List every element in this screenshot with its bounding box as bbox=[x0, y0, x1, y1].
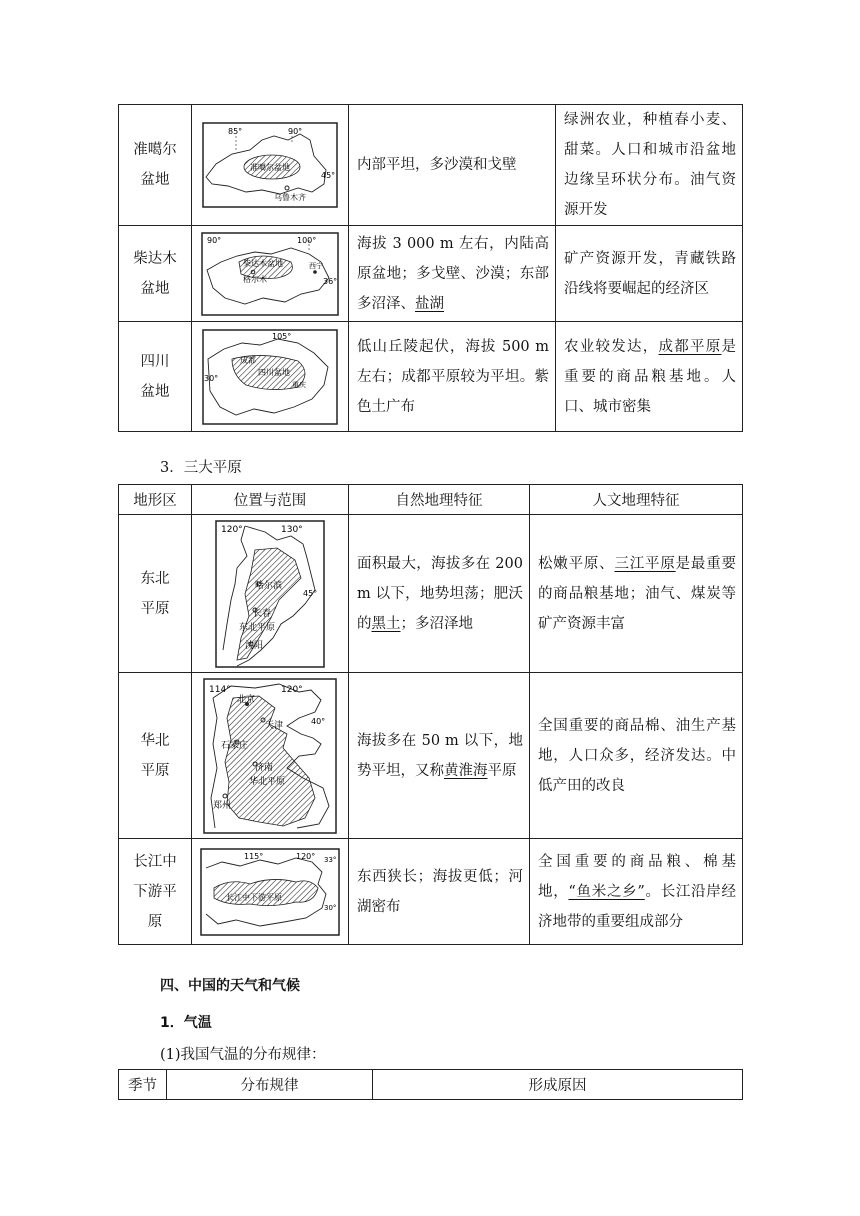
qaidam-basin-map bbox=[201, 232, 339, 316]
north-china-plain-map bbox=[203, 678, 337, 834]
svg-text:90°: 90° bbox=[288, 127, 303, 136]
svg-text:90°: 90° bbox=[207, 235, 222, 245]
svg-text:东北平原: 东北平原 bbox=[239, 622, 276, 633]
svg-text:30°: 30° bbox=[204, 373, 219, 383]
plain-name: 东北平原 bbox=[119, 515, 192, 673]
svg-text:36°: 36° bbox=[323, 276, 338, 286]
svg-text:哈尔滨: 哈尔滨 bbox=[255, 580, 283, 591]
plain-name: 长江中下游平原 bbox=[119, 839, 192, 945]
svg-text:济南: 济南 bbox=[255, 762, 274, 773]
svg-text:130°: 130° bbox=[281, 524, 303, 535]
section-heading: 四、中国的天气和气候 bbox=[160, 978, 300, 994]
plain-map-cell bbox=[192, 673, 349, 839]
table-row bbox=[119, 839, 743, 945]
column-header: 地形区 bbox=[119, 485, 192, 515]
svg-text:40°: 40° bbox=[311, 716, 326, 726]
basin-human: 矿产资源开发，青藏铁路沿线将要崛起的经济区 bbox=[556, 226, 743, 322]
svg-text:沈阳: 沈阳 bbox=[245, 640, 264, 651]
svg-text:长春: 长春 bbox=[253, 608, 272, 619]
plain-map-cell bbox=[192, 515, 349, 673]
svg-text:115°: 115° bbox=[244, 851, 264, 861]
basin-map-cell bbox=[192, 226, 349, 322]
table-row bbox=[119, 515, 743, 673]
basin-nature: 低山丘陵起伏，海拔 500 m 左右；成都平原较为平坦。紫色土广布 bbox=[349, 322, 556, 432]
plain-map-cell bbox=[192, 839, 349, 945]
column-header: 形成原因 bbox=[373, 1070, 743, 1100]
svg-text:100°: 100° bbox=[297, 235, 317, 245]
plain-name: 华北平原 bbox=[119, 673, 192, 839]
basin-name: 四川盆地 bbox=[119, 322, 192, 432]
basins-table bbox=[118, 104, 743, 432]
basin-nature: 内部平坦，多沙漠和戈壁 bbox=[349, 105, 556, 226]
plain-human: 松嫩平原、三江平原是最重要的商品粮基地；油气、煤炭等矿产资源丰富 bbox=[530, 515, 743, 673]
column-header: 分布规律 bbox=[167, 1070, 373, 1100]
table-row bbox=[119, 673, 743, 839]
plain-nature: 面积最大，海拔多在 200 m 以下，地势坦荡；肥沃的黑土；多沼泽地 bbox=[349, 515, 530, 673]
svg-text:33°: 33° bbox=[324, 855, 337, 864]
svg-text:四川盆地: 四川盆地 bbox=[258, 367, 290, 377]
junggar-basin-map bbox=[202, 122, 338, 208]
northeast-plain-map bbox=[215, 520, 325, 668]
svg-text:30°: 30° bbox=[324, 903, 337, 912]
svg-text:120°: 120° bbox=[281, 684, 303, 695]
svg-text:石家庄: 石家庄 bbox=[221, 740, 249, 751]
basin-human: 农业较发达，成都平原是重要的商品粮基地。人口、城市密集 bbox=[556, 322, 743, 432]
svg-text:乌鲁木齐: 乌鲁木齐 bbox=[274, 193, 306, 202]
plain-human: 全国重要的商品棉、油生产基地，人口众多，经济发达。中低产田的改良 bbox=[530, 673, 743, 839]
temperature-table bbox=[118, 1069, 743, 1100]
table-row bbox=[119, 226, 743, 322]
column-header: 位置与范围 bbox=[192, 485, 349, 515]
plains-table bbox=[118, 484, 743, 945]
basin-name: 柴达木盆地 bbox=[119, 226, 192, 322]
table-row bbox=[119, 322, 743, 432]
table-row bbox=[119, 105, 743, 226]
subsection-heading: 1．气温 bbox=[160, 1015, 212, 1031]
svg-text:北京: 北京 bbox=[237, 694, 256, 705]
basin-human: 绿洲农业，种植春小麦、甜菜。人口和城市沿盆地边缘呈环状分布。油气资源开发 bbox=[556, 105, 743, 226]
svg-text:成都: 成都 bbox=[240, 355, 256, 365]
svg-text:格尔木: 格尔木 bbox=[243, 274, 267, 284]
svg-text:45°: 45° bbox=[321, 171, 336, 180]
subsection-intro: (1)我国气温的分布规律： bbox=[160, 1047, 326, 1063]
yangtze-plain-map bbox=[200, 848, 340, 936]
basin-map-cell bbox=[192, 105, 349, 226]
plain-human: 全国重要的商品粮、棉基地，“鱼米之乡”。长江沿岸经济地带的重要组成部分 bbox=[530, 839, 743, 945]
svg-text:120°: 120° bbox=[221, 524, 243, 535]
svg-text:120°: 120° bbox=[296, 851, 316, 861]
sichuan-basin-map bbox=[202, 329, 338, 425]
svg-text:重庆: 重庆 bbox=[292, 380, 306, 389]
svg-text:准噶尔盆地: 准噶尔盆地 bbox=[250, 163, 290, 172]
svg-text:西宁: 西宁 bbox=[309, 261, 323, 270]
svg-text:天津: 天津 bbox=[265, 720, 284, 731]
svg-text:长江中下游平原: 长江中下游平原 bbox=[226, 892, 282, 902]
column-header: 人文地理特征 bbox=[530, 485, 743, 515]
svg-text:45°: 45° bbox=[303, 588, 318, 598]
svg-text:114°: 114° bbox=[209, 684, 231, 695]
table-header-row bbox=[119, 485, 743, 515]
column-header: 季节 bbox=[119, 1070, 167, 1100]
svg-text:华北平原: 华北平原 bbox=[249, 776, 286, 787]
svg-text:柴达木盆地: 柴达木盆地 bbox=[243, 258, 283, 268]
basin-nature: 海拔 3 000 m 左右，内陆高原盆地；多戈壁、沙漠；东部多沼泽、盐湖 bbox=[349, 226, 556, 322]
plain-nature: 东西狭长；海拔更低；河湖密布 bbox=[349, 839, 530, 945]
column-header: 自然地理特征 bbox=[349, 485, 530, 515]
svg-text:105°: 105° bbox=[272, 331, 292, 341]
table-header-row bbox=[119, 1070, 743, 1100]
plain-nature: 海拔多在 50 m 以下，地势平坦，又称黄淮海平原 bbox=[349, 673, 530, 839]
basin-name: 准噶尔盆地 bbox=[119, 105, 192, 226]
basin-map-cell bbox=[192, 322, 349, 432]
plains-title: 3．三大平原 bbox=[160, 460, 242, 476]
svg-text:85°: 85° bbox=[228, 127, 243, 136]
svg-text:郑州: 郑州 bbox=[213, 800, 232, 811]
